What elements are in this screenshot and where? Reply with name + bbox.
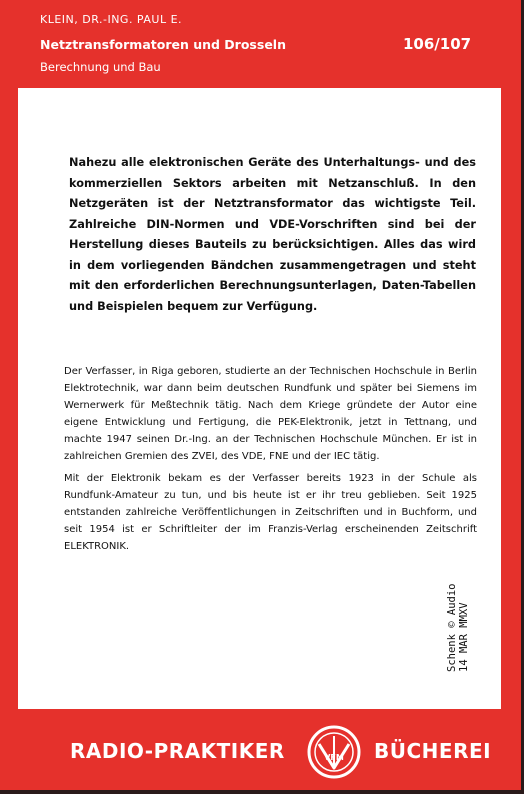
volume-number: 106/107 [403,35,472,53]
series-label: BÜCHEREI [374,739,492,763]
ownership-stamp [446,574,470,696]
text-panel [18,88,501,709]
bio-paragraph: Der Verfasser, in Riga geboren, studierte an der Technischen Hochschule in Berlin Elektrotechnik, war dann beim deutschen Rundfunk und später bei Siemens im Wernerwerk für Meßtechnik tätig. Nach dem Kriege gründete der Autor eine eigene Entwicklung und Fertigung, die PEK-Elektronik, jetzt in Tettnang, und machte 1947 seinen Dr.-Ing. an der Technischen Hochschule München. Er ist in zahlreichen Gremien des ZVEI, des VDE, FNE und der IEC tätig. [64,366,477,463]
series-name: RADIO-PRAKTIKER [70,739,285,763]
book-title: Netztransformatoren und Drosseln [40,37,286,52]
book-subtitle: Berechnung und Bau [40,60,161,74]
author-name: KLEIN, DR.-ING. PAUL E. [40,13,183,26]
stamp-line: 14 MAR MMXV [458,602,470,672]
publisher-logo-icon [306,724,362,780]
stamp-line: Schenk © Audio [446,583,458,672]
series-footer [0,709,520,790]
bio-paragraph: Mit der Elektronik bekam es der Verfasser bereits 1923 in der Schule als Rundfunk-Amateur zu tun, und bis heute ist er ihr treu geblieben. Seit 1925 entstanden zahlreiche Veröffentlichungen in Zeitschriften und in Buchform, und seit 1954 ist er Schriftleiter der im Franzis-Verlag erscheinenden Zeitschrift ELEKTRONIK. [64,472,477,552]
author-biography [64,363,477,559]
cover-header [0,0,500,87]
logo-lettering: VFM [324,753,344,762]
book-blurb: Nahezu alle elektronischen Geräte des Unterhaltungs- und des kommerziellen Sektors arbeiten mit Netzanschluß. In den Netzgeräten ist der Netztransformator das wichtigste Teil. Zahlreiche DIN-Normen und VDE-Vorschriften sind bei der Herstellung dieses Bauteils zu berücksichtigen. Alles das wird in dem vorliegenden Bändchen zusammengetragen und steht mit den erforderlichen Berechnungsunterlagen, Daten-Tabellen und Beispielen bequem zur Verfügung. [69,156,476,313]
